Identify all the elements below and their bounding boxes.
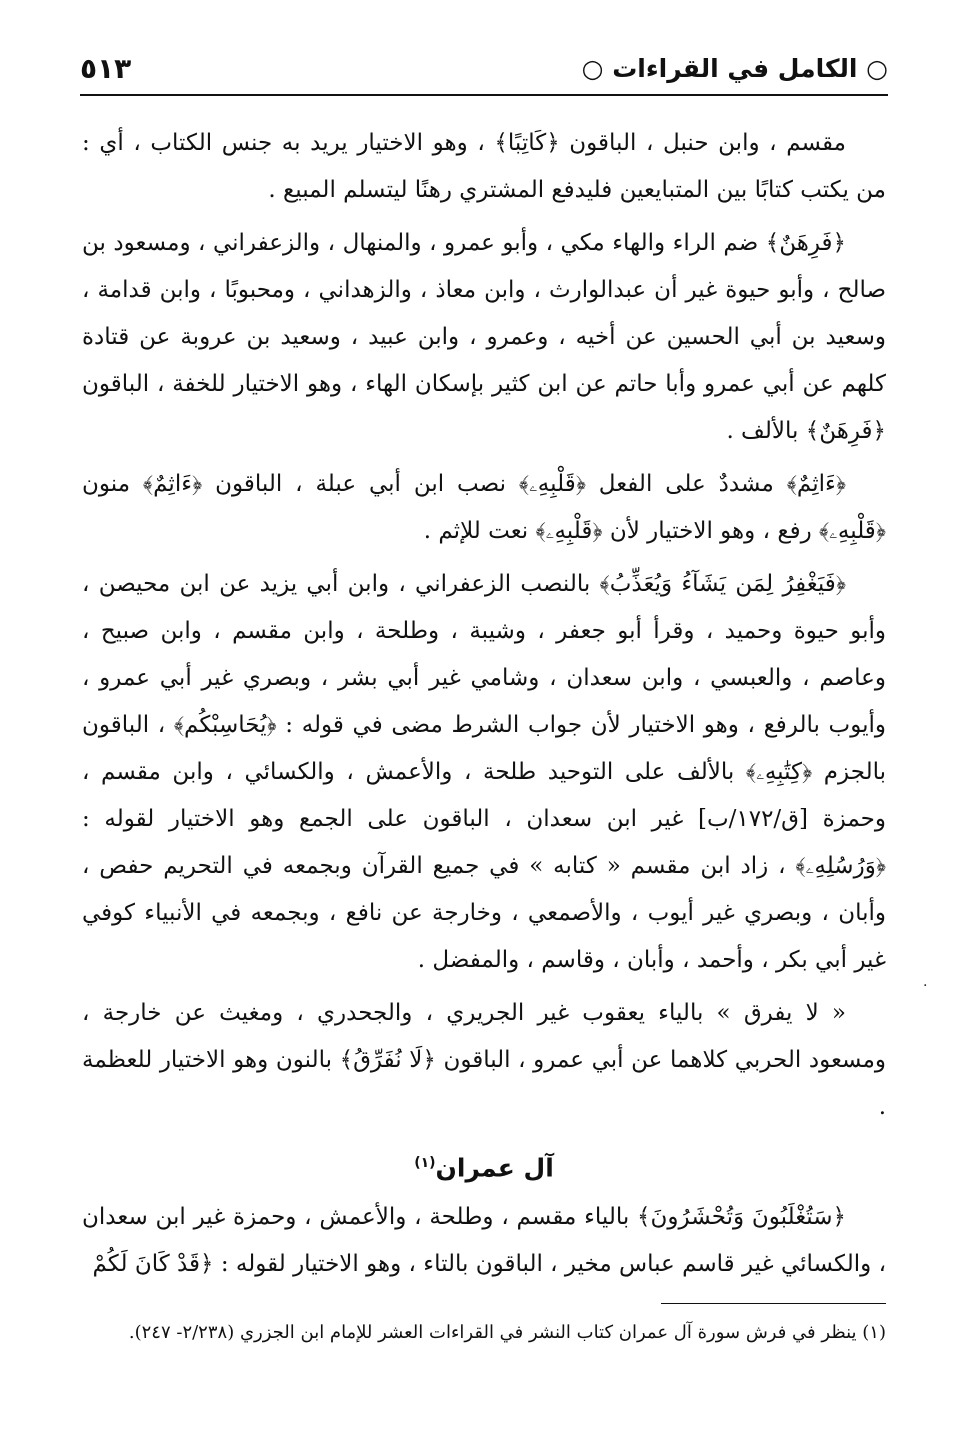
paragraph: ﴿سَتُغْلَبُونَ وَتُحْشَرُونَ﴾ بالياء مقسم ، وطلحة ، والأعمش ، وحمزة غير ابن سعدان ، والكسائي غير قاسم عباس مخير ، الباقون بالتاء ، وهو الاختيار لقوله : ﴿قَدْ كَانَ لَكُمْ (82, 1204, 886, 1278)
paragraph: ﴿فَرِهَنٌ﴾ ضم الراء والهاء مكي ، وأبو عمرو ، والمنهال ، والزعفراني ، ومسعود بن صالح ، وأبو حيوة غير أن عبدالوارث ، وابن معاذ ، والزهداني ، ومحبوبًا ، وابن قدامة ، وسعيد بن أبي الحسين عن أخيه ، وعمرو ، وابن عبيد ، وسعيد بن عروبة عن قتادة كلهم عن أبي عمرو وأبا حاتم عن ابن كثير بإسكان الهاء ، وهو الاختيار للخفة ، الباقون ﴿فَرِهَنٌ﴾ بالألف . (82, 230, 886, 444)
page-header (80, 52, 888, 92)
page-number: ٥١٣ (80, 52, 132, 85)
margin-mark: . (923, 974, 928, 990)
footnote-ref: (١) (414, 1155, 436, 1171)
running-title: ○ الكامل في القراءات ○ (581, 54, 888, 83)
footnote-rule (661, 1303, 886, 1304)
paragraph: ﴿ءَاثِمٌ﴾ مشددٌ على الفعل ﴿قَلْبِهِۦ﴾ نصب ابن أبي عبلة ، الباقون ﴿ءَاثِمٌ﴾ منون ﴿قَلْبِهِۦ﴾ رفع ، وهو الاختيار لأن ﴿قَلْبِهِۦ﴾ نعت للإثم . (82, 471, 886, 544)
header-rule (80, 94, 888, 96)
section-heading-title: آل عمران (435, 1153, 554, 1183)
footnote (82, 1318, 886, 1348)
footnote-text: ينظر في فرش سورة آل عمران كتاب النشر في القراءات العشر للإمام ابن الجزري (٢/٢٣٨- ٢٤٧). (128, 1322, 857, 1343)
paragraph: « لا يفرق » بالياء يعقوب غير الجريري ، والجحدري ، ومغيث عن خارجة ، ومسعود الحربي كلاهما عن أبي عمرو ، الباقون ﴿لَا نُفَرِّقُ﴾ بالنون وهو الاختيار للعظمة . (82, 1000, 886, 1120)
body-text (82, 120, 886, 1288)
footnote-marker: (١) (862, 1322, 886, 1343)
paragraph: مقسم ، وابن حنبل ، الباقون ﴿كَاتِبًا﴾ ، وهو الاختيار يريد به جنس الكتاب ، أي : من يكتب كتابًا بين المتبايعين فليدفع المشتري رهنًا ليتسلم المبيع . (82, 130, 886, 203)
section-heading (82, 1143, 886, 1188)
paragraph: ﴿فَيَغْفِرُ لِمَن يَشَآءُ وَيُعَذِّبُ﴾ بالنصب الزعفراني ، وابن أبي يزيد عن ابن محيصن ، وأبو حيوة وحميد ، وقرأ أبو جعفر ، وشيبة ، وطلحة ، وابن مقسم ، وابن صبيح ، وعاصم ، والعبسي ، وابن سعدان ، وشامي غير أبي بشر ، وبصري غير أبي عمرو ، وأيوب بالرفع ، وهو الاختيار لأن جواب الشرط مضى في قوله : ﴿يُحَاسِبْكُم﴾ ، الباقون بالجزم ﴿كِتَٰبِهِۦ﴾ بالألف على التوحيد طلحة ، والأعمش ، والكسائي ، وابن مقسم ، وحمزة [ق/١٧٢/ب] غير ابن سعدان ، الباقون على الجمع وهو الاختيار لقوله : ﴿وَرُسُلِهِۦ﴾ ، زاد ابن مقسم « كتابه » في جميع القرآن وبجمعه في التحريم حفص ، وأبان ، وبصري غير أيوب ، والأصمعي ، وخارجة عن نافع ، وبجمعه في الأنبياء كوفي غير أبي بكر ، وأحمد ، وأبان ، وقاسم ، والمفضل . (82, 571, 886, 973)
